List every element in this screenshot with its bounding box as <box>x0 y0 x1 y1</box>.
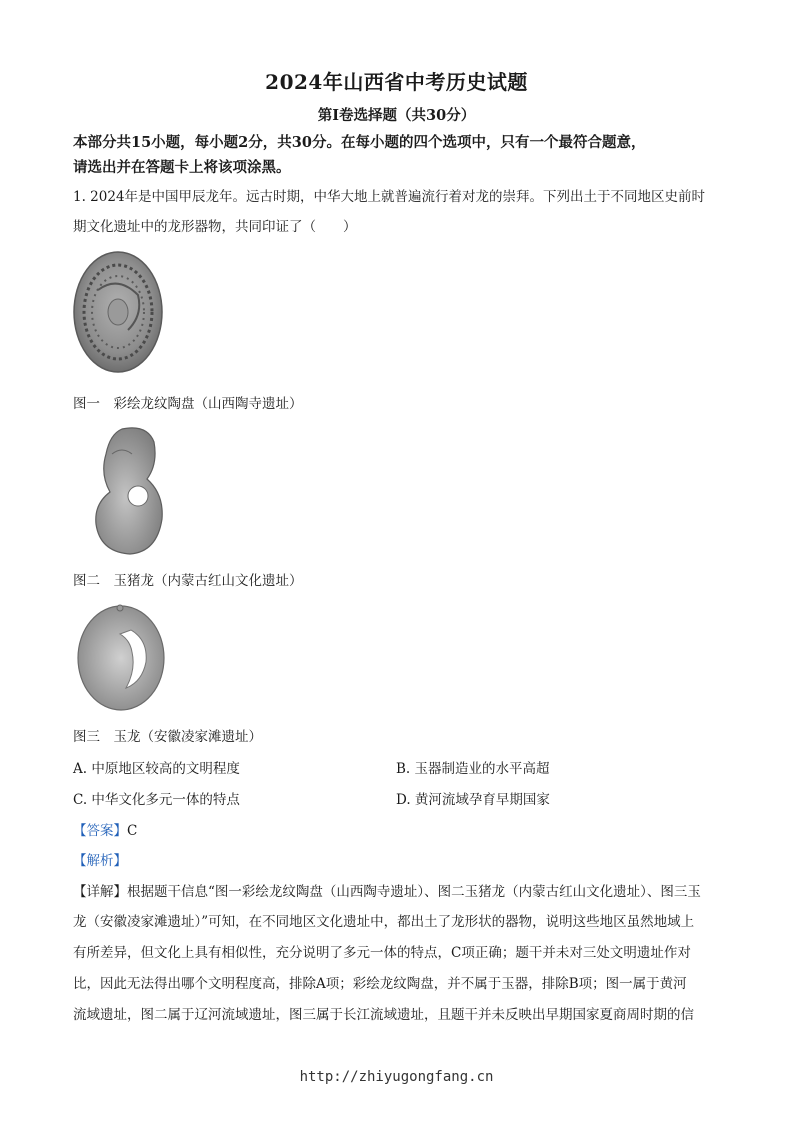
figure-1-caption: 图一 彩绘龙纹陶盘（山西陶寺遗址） <box>73 396 303 412</box>
detail-tag: 【详解】 <box>73 884 127 900</box>
option-c[interactable]: C. 中华文化多元一体的特点 <box>73 792 240 808</box>
figure-2-jade-pig-dragon-image <box>92 424 172 559</box>
answer-value: C <box>127 823 138 839</box>
instructions-line-1: 本部分共15小题，每小题2分，共30分。在每小题的四个选项中，只有一个最符合题意， <box>73 134 646 151</box>
answer-row <box>73 819 137 839</box>
detail-line-1 <box>73 880 701 900</box>
option-a[interactable]: A. 中原地区较高的文明程度 <box>73 761 240 777</box>
footer-url-link[interactable]: http://zhiyugongfang.cn <box>299 1069 494 1085</box>
question-stem-line-2: 期文化遗址中的龙形器物，共同印证了（ ） <box>73 219 357 235</box>
detail-line-3: 有所差异，但文化上具有相似性，充分说明了多元一体的特点，C项正确；题干并未对三处文明遗址作对 <box>73 945 691 961</box>
page-title: 2024年山西省中考历史试题 <box>265 70 528 94</box>
figure-1-pottery-plate-image <box>73 250 163 375</box>
option-b[interactable]: B. 玉器制造业的水平高超 <box>396 761 550 777</box>
figure-3-jade-dragon-image <box>76 600 166 715</box>
figure-3-caption: 图三 玉龙（安徽凌家滩遗址） <box>73 729 262 745</box>
detail-text-1: 根据题干信息“图一彩绘龙纹陶盘（山西陶寺遗址）、图二玉猪龙（内蒙古红山文化遗址）、图三玉 <box>127 884 701 900</box>
question-stem-line-1: 1. 2024年是中国甲辰龙年。远古时期，中华大地上就普遍流行着对龙的崇拜。下列出土于不同地区史前时 <box>73 189 706 205</box>
section-subtitle: 第I卷选择题（共30分） <box>317 107 476 124</box>
figure-2-caption: 图二 玉猪龙（内蒙古红山文化遗址） <box>73 573 303 589</box>
instructions-line-2: 请选出并在答题卡上将该项涂黑。 <box>73 159 291 176</box>
detail-line-4: 比，因此无法得出哪个文明程度高，排除A项；彩绘龙纹陶盘，并不属于玉器，排除B项；图一属于黄河 <box>73 976 687 992</box>
detail-line-2: 龙（安徽凌家滩遗址）”可知，在不同地区文化遗址中，都出土了龙形状的器物，说明这些地区虽然地域上 <box>73 914 695 930</box>
answer-tag: 【答案】 <box>73 823 127 839</box>
detail-line-5: 流域遗址，图二属于辽河流域遗址，图三属于长江流域遗址，且题干并未反映出早期国家夏商周时期的信 <box>73 1007 694 1023</box>
analysis-tag: 【解析】 <box>73 853 127 869</box>
option-d[interactable]: D. 黄河流域孕育早期国家 <box>396 792 550 808</box>
